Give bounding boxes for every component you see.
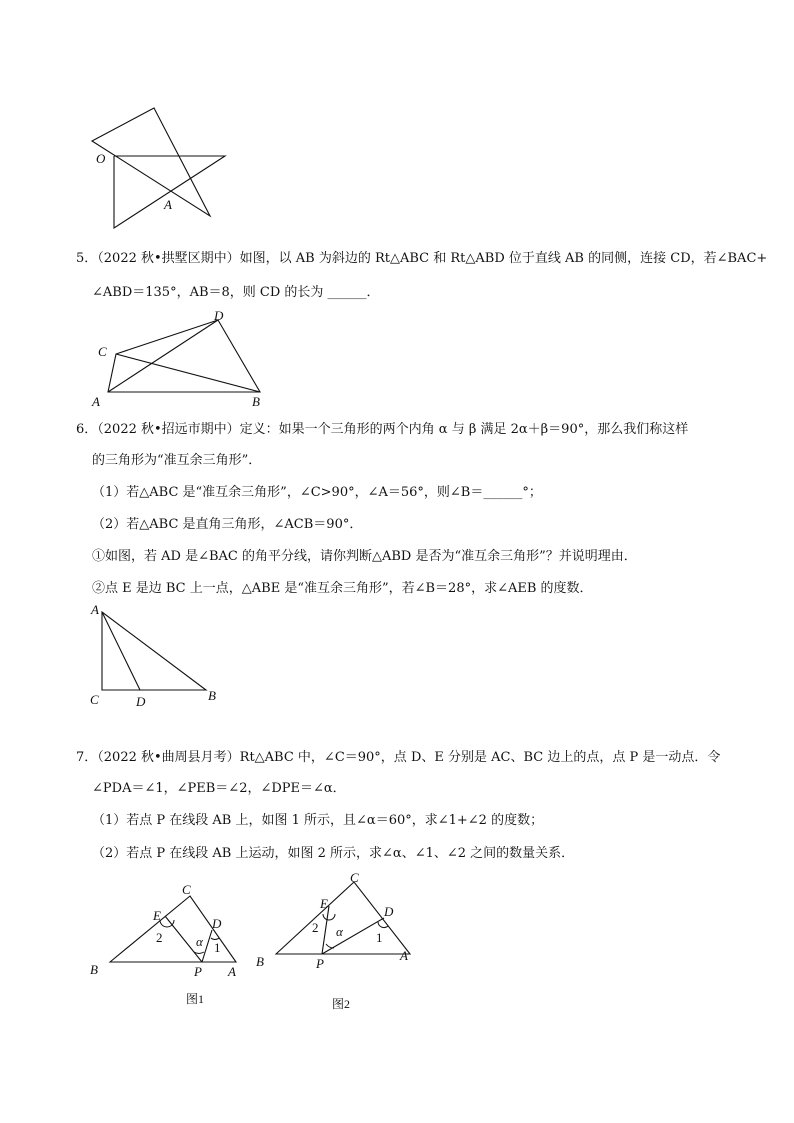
- fig5-label-A: A: [92, 394, 100, 409]
- fig7-1-label-D: D: [212, 916, 222, 931]
- q6-line-1: 6．（2022 秋•招远市期中）定义：如果一个三角形的两个内角 α 与 β 满足 2α＋β＝90°，那么我们称这样: [76, 422, 689, 437]
- fig7-2-label-alpha: α: [336, 924, 343, 939]
- q6-sub-2: ②点 E 是边 BC 上一点，△ABE 是“准互余三角形”，若∠B＝28°，求∠AEB 的度数．: [92, 581, 593, 596]
- fig4-triangle-2: [114, 156, 225, 228]
- fig6-label-A: A: [91, 602, 99, 617]
- fig7-1-label-alpha: α: [196, 934, 203, 949]
- figure-q5: [86, 306, 276, 410]
- fig7-1-arc-angle-2: [160, 920, 174, 927]
- fig7-1-line-DP: [202, 930, 212, 962]
- fig6-triangle: [102, 612, 206, 690]
- fig7-2-label-C: C: [350, 870, 359, 885]
- fig4-triangle-1: [92, 108, 210, 216]
- fig7-2-caption: 图2: [332, 997, 351, 1011]
- fig7-2-line-DP: [322, 918, 384, 954]
- fig6-label-C: C: [90, 692, 99, 707]
- fig7-2-label-D: D: [384, 904, 394, 919]
- q6-sub-1: ①如图，若 AD 是∠BAC 的角平分线，请你判断△ABD 是否为“准互余三角形”？并说明理由．: [92, 549, 637, 564]
- fig7-1-label-E: E: [153, 908, 161, 923]
- fig7-2-arc-angle-1: [378, 922, 388, 928]
- q5-line-1: 5．（2022 秋•拱墅区期中）如图，以 AB 为斜边的 Rt△ABC 和 Rt△ABD 位于直线 AB 的同侧，连接 CD，若∠BAC+: [76, 251, 768, 266]
- fig7-1-arc-alpha: [194, 952, 204, 953]
- q6-line-2: 的三角形为“准互余三角形”．: [92, 453, 262, 468]
- fig7-2-label-E: E: [320, 896, 328, 911]
- fig7-1-label-A: A: [228, 964, 236, 979]
- figure-q4: [80, 98, 240, 234]
- q7-part-2: （2）若点 P 在线段 AB 上运动，如图 2 所示，求∠α、∠1、∠2 之间的数量关系．: [92, 846, 575, 861]
- q7-part-1: （1）若点 P 在线段 AB 上，如图 1 所示，且∠α＝60°，求∠1+∠2 的度数；: [92, 813, 544, 828]
- q7-line-1: 7．（2022 秋•曲周县月考）Rt△ABC 中，∠C＝90°，点 D、E 分别是 AC、BC 边上的点，点 P 是一动点．令: [76, 750, 721, 765]
- q7-line-2: ∠PDA＝∠1，∠PEB＝∠2，∠DPE＝∠α．: [92, 781, 346, 796]
- fig4-label-A: A: [164, 197, 172, 212]
- fig5-quad: [108, 320, 260, 392]
- fig7-2-label-2: 2: [312, 920, 319, 935]
- figure-q6: [86, 600, 236, 712]
- fig7-2-label-P: P: [316, 956, 324, 971]
- fig7-1-label-P: P: [194, 964, 202, 979]
- q6-part-1: （1）若△ABC 是“准互余三角形”，∠C>90°，∠A＝56°，则∠B＝______°；: [92, 485, 542, 500]
- fig7-1-label-C: C: [182, 882, 191, 897]
- figure-q7-2: [250, 870, 420, 976]
- fig7-2-arc-angle-2: [323, 914, 335, 920]
- fig7-1-label-1: 1: [214, 940, 221, 955]
- fig7-2-line-EP: [322, 906, 329, 954]
- fig7-2-label-B: B: [256, 954, 264, 969]
- fig5-label-C: C: [98, 344, 107, 359]
- fig5-label-B: B: [252, 394, 260, 409]
- fig7-1-label-B: B: [90, 962, 98, 977]
- fig7-2-label-A: A: [400, 948, 408, 963]
- fig5-label-D: D: [214, 308, 224, 323]
- q6-part-2: （2）若△ABC 是直角三角形，∠ACB＝90°．: [92, 517, 363, 532]
- fig6-label-D: D: [136, 694, 146, 709]
- fig6-label-B: B: [208, 688, 216, 703]
- figure-q7-1: [86, 880, 246, 984]
- fig7-1-caption: 图1: [186, 992, 205, 1006]
- fig7-1-label-2: 2: [156, 930, 163, 945]
- fig6-bisector-AD: [102, 612, 140, 690]
- q5-line-2: ∠ABD＝135°，AB＝8，则 CD 的长为 ______．: [92, 285, 380, 300]
- fig7-2-label-1: 1: [376, 930, 383, 945]
- fig4-label-O: O: [96, 151, 106, 166]
